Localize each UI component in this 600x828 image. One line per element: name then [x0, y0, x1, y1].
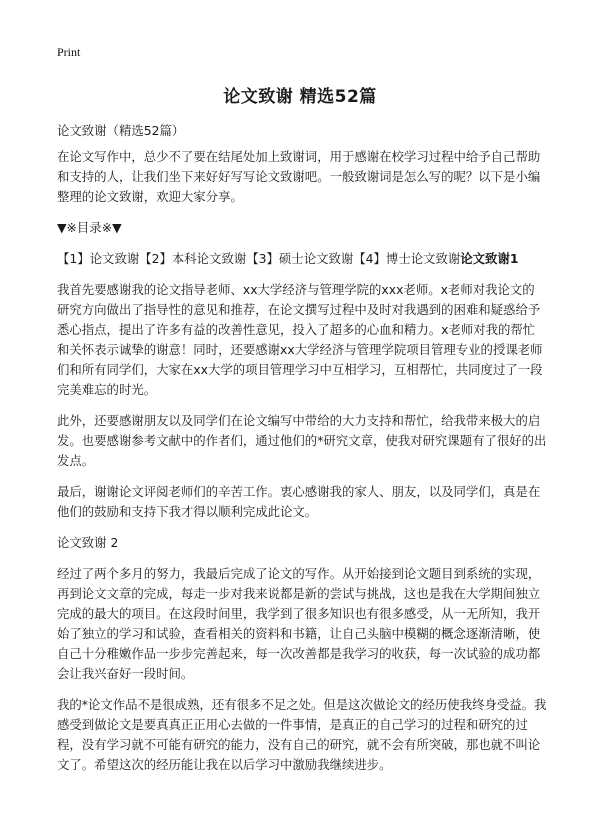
toc-link-1[interactable]: 【1】论文致谢: [57, 251, 140, 266]
section1-heading: 论文致谢1: [460, 251, 519, 266]
section1-paragraph-2: 此外，还要感谢朋友以及同学们在论文编写中带给的大力支持和帮忙，给我带来极大的启发。也要感谢参考文献中的作者们，通过他们的*研究文章，使我对研究课题有了很好的出发点。: [57, 413, 547, 468]
article-subtitle: 论文致谢（精选52篇）: [57, 123, 185, 138]
toc-link-4[interactable]: 【4】博士论文致谢: [353, 251, 461, 266]
toc-link-3[interactable]: 【3】硕士论文致谢: [246, 251, 354, 266]
intro-paragraph: 在论文写作中，总少不了要在结尾处加上致谢词，用于感谢在校学习过程中给予自己帮助和支持的人，让我们坐下来好好写写论文致谢吧。一般致谢词是怎么写的呢？以下是小编整理的论文致谢，欢迎大家分享。: [57, 149, 541, 204]
section1-paragraph-1: 我首先要感谢我的论文指导老师、xx大学经济与管理学院的xxx老师。x老师对我论文的研究方向做出了指导性的意见和推荐，在论文撰写过程中及时对我遇到的困难和疑惑给予悉心指点，提出了许多有益的改善性意见，投入了超多的心血和精力。x老师对我的帮忙和关怀表示诚挚的谢意！同时，还要感谢xx大学经济与管理学院项目管理专业的授课老师们和所有同学们，大家在xx大学的项目管理学习中互相学习，互相帮忙，共同度过了一段完美难忘的时光。: [57, 282, 543, 397]
section2-paragraph-1: 经过了两个多月的努力，我最后完成了论文的写作。从开始接到论文题目到系统的实现，再到论文文章的完成，每走一步对我来说都是新的尝试与挑战，这也是我在大学期间独立完成的最大的项目。在这段时间里，我学到了很多知识也有很多感受，从一无所知，我开始了独立的学习和试验，查看相关的资料和书籍，让自己头脑中模糊的概念逐渐清晰，使自己十分稚嫩作品一步步完善起来，每一次改善都是我学习的收获，每一次试验的成功都会让我兴奋好一段时间。: [57, 566, 541, 681]
section2-heading: 论文致谢 2: [57, 535, 119, 550]
article-body: [57, 121, 547, 786]
page-title: 论文致谢 精选52篇: [223, 87, 377, 107]
table-of-contents: [57, 249, 547, 269]
toc-link-2[interactable]: 【2】本科论文致谢: [139, 251, 247, 266]
print-link[interactable]: Print: [57, 45, 81, 59]
section2-paragraph-2: 我的*论文作品不是很成熟，还有很多不足之处。但是这次做论文的经历使我终身受益。我感受到做论文是要真真正正用心去做的一件事情，是真正的自己学习的过程和研究的过程，没有学习就不可能有研究的能力，没有自己的研究，就不会有所突破，那也就不叫论文了。希望这次的经历能让我在以后学习中激励我继续进步。: [57, 697, 547, 772]
toc-header: ▼※目录※▼: [57, 220, 122, 235]
section1-paragraph-3: 最后，谢谢论文评阅老师们的辛苦工作。衷心感谢我的家人、朋友，以及同学们，真是在他们的鼓励和支持下我才得以顺利完成此论文。: [57, 484, 541, 519]
